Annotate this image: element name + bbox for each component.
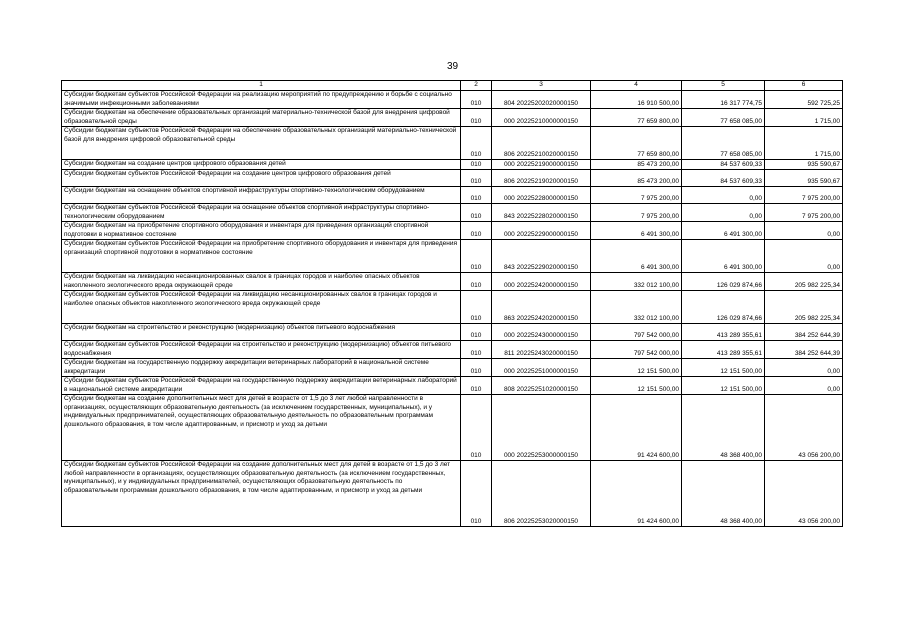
row-budget-code: 808 20225251020000150 xyxy=(492,377,591,395)
row-planned-amount: 6 491 300,00 xyxy=(591,240,682,273)
row-remaining-amount: 0,00 xyxy=(765,359,843,377)
row-planned-amount: 6 491 300,00 xyxy=(591,222,682,240)
table-row xyxy=(62,160,843,170)
row-remaining-amount: 0,00 xyxy=(765,240,843,273)
table-row xyxy=(62,461,843,527)
table-body xyxy=(62,81,843,527)
row-description: Субсидии бюджетам субъектов Российской Федерации на оснащение объектов спортивной инфраструктуры спортивно-технологическим оборудованием xyxy=(62,204,461,222)
row-admin-code: 010 xyxy=(461,222,492,240)
row-planned-amount: 797 542 000,00 xyxy=(591,341,682,359)
row-executed-amount: 16 317 774,75 xyxy=(682,91,765,109)
row-planned-amount: 797 542 000,00 xyxy=(591,324,682,341)
row-remaining-amount: 935 590,67 xyxy=(765,170,843,187)
row-description: Субсидии бюджетам субъектов Российской Федерации на обеспечение образовательных организаций материально-технической базой для внедрения цифровой образовательной среды xyxy=(62,127,461,160)
row-planned-amount: 332 012 100,00 xyxy=(591,273,682,291)
column-header-6: 6 xyxy=(765,81,843,91)
row-executed-amount: 0,00 xyxy=(682,204,765,222)
row-budget-code: 000 20225229000000150 xyxy=(492,222,591,240)
row-budget-code: 000 20225251000000150 xyxy=(492,359,591,377)
table-row xyxy=(62,204,843,222)
row-planned-amount: 91 424 600,00 xyxy=(591,395,682,461)
row-description: Субсидии бюджетам субъектов Российской Федерации на создание центров цифрового образования детей xyxy=(62,170,461,187)
row-executed-amount: 48 368 400,00 xyxy=(682,395,765,461)
page-number: 39 xyxy=(446,61,459,72)
column-header-3: 3 xyxy=(492,81,591,91)
row-description: Субсидии бюджетам субъектов Российской Федерации на государственную поддержку аккредитации ветеринарных лабораторий в национальной системе аккредитации xyxy=(62,377,461,395)
row-remaining-amount: 1 715,00 xyxy=(765,109,843,127)
row-description: Субсидии бюджетам на обеспечение образовательных организаций материально-технической базой для внедрения цифровой образовательной среды xyxy=(62,109,461,127)
row-executed-amount: 77 658 085,00 xyxy=(682,127,765,160)
row-budget-code: 000 20225243000000150 xyxy=(492,324,591,341)
row-executed-amount: 12 151 500,00 xyxy=(682,359,765,377)
row-admin-code: 010 xyxy=(461,170,492,187)
row-executed-amount: 84 537 609,33 xyxy=(682,170,765,187)
row-remaining-amount: 7 975 200,00 xyxy=(765,187,843,204)
row-admin-code: 010 xyxy=(461,160,492,170)
row-admin-code: 010 xyxy=(461,291,492,324)
row-planned-amount: 85 473 200,00 xyxy=(591,170,682,187)
row-admin-code: 010 xyxy=(461,109,492,127)
row-budget-code: 000 20225242000000150 xyxy=(492,273,591,291)
row-planned-amount: 7 975 200,00 xyxy=(591,204,682,222)
row-remaining-amount: 0,00 xyxy=(765,377,843,395)
row-admin-code: 010 xyxy=(461,273,492,291)
row-description: Субсидии бюджетам на приобретение спортивного оборудования и инвентаря для приведения организаций спортивной подготовки в нормативное состояние xyxy=(62,222,461,240)
row-description: Субсидии бюджетам субъектов Российской Федерации на приобретение спортивного оборудования и инвентаря для приведения организаций спортивной подготовки в нормативное состояние xyxy=(62,240,461,273)
row-planned-amount: 91 424 600,00 xyxy=(591,461,682,527)
table-row xyxy=(62,91,843,109)
row-executed-amount: 126 029 874,66 xyxy=(682,291,765,324)
row-budget-code: 806 20225219020000150 xyxy=(492,170,591,187)
column-header-2: 2 xyxy=(461,81,492,91)
row-remaining-amount: 43 056 200,00 xyxy=(765,461,843,527)
row-remaining-amount: 0,00 xyxy=(765,222,843,240)
row-executed-amount: 12 151 500,00 xyxy=(682,377,765,395)
table-row xyxy=(62,377,843,395)
row-remaining-amount: 43 056 200,00 xyxy=(765,395,843,461)
row-planned-amount: 85 473 200,00 xyxy=(591,160,682,170)
table-row xyxy=(62,170,843,187)
row-remaining-amount: 935 590,67 xyxy=(765,160,843,170)
row-executed-amount: 6 491 300,00 xyxy=(682,240,765,273)
row-executed-amount: 84 537 609,33 xyxy=(682,160,765,170)
row-planned-amount: 332 012 100,00 xyxy=(591,291,682,324)
row-executed-amount: 6 491 300,00 xyxy=(682,222,765,240)
row-description: Субсидии бюджетам на создание дополнительных мест для детей в возрасте от 1,5 до 3 лет любой направленности в организациях, осуществляющих образовательную деятельность (за исключением государственных, муниципальных), и у индивидуальных предпринимателей, осуществляющих образовательную деятельность по образовательным программам дошкольного образования, в том числе адаптированным, и присмотр и уход за детьми xyxy=(62,395,461,461)
table-row xyxy=(62,109,843,127)
table-row xyxy=(62,127,843,160)
column-header-1: 1 xyxy=(62,81,461,91)
row-budget-code: 843 20225228020000150 xyxy=(492,204,591,222)
row-remaining-amount: 592 725,25 xyxy=(765,91,843,109)
row-planned-amount: 77 659 800,00 xyxy=(591,127,682,160)
table-row xyxy=(62,359,843,377)
table-row xyxy=(62,291,843,324)
row-planned-amount: 77 659 800,00 xyxy=(591,109,682,127)
row-planned-amount: 12 151 500,00 xyxy=(591,359,682,377)
row-executed-amount: 77 658 085,00 xyxy=(682,109,765,127)
row-budget-code: 000 20225253000000150 xyxy=(492,395,591,461)
row-admin-code: 010 xyxy=(461,461,492,527)
row-description: Субсидии бюджетам субъектов Российской Федерации на реализацию мероприятий по предупреждению и борьбе с социально значимыми инфекционными заболеваниями xyxy=(62,91,461,109)
row-admin-code: 010 xyxy=(461,377,492,395)
column-header-5: 5 xyxy=(682,81,765,91)
table-row xyxy=(62,273,843,291)
row-description: Субсидии бюджетам субъектов Российской Федерации на ликвидацию несанкционированных свалок в границах городов и наиболее опасных объектов накопленного экологического вреда окружающей среде xyxy=(62,291,461,324)
row-remaining-amount: 384 252 644,39 xyxy=(765,341,843,359)
row-admin-code: 010 xyxy=(461,341,492,359)
row-budget-code: 804 20225202020000150 xyxy=(492,91,591,109)
row-admin-code: 010 xyxy=(461,187,492,204)
row-admin-code: 010 xyxy=(461,127,492,160)
row-remaining-amount: 1 715,00 xyxy=(765,127,843,160)
table-row xyxy=(62,395,843,461)
row-admin-code: 010 xyxy=(461,204,492,222)
row-executed-amount: 0,00 xyxy=(682,187,765,204)
table-row xyxy=(62,324,843,341)
table-header-row xyxy=(62,81,843,91)
table-row xyxy=(62,341,843,359)
row-budget-code: 000 20225228000000150 xyxy=(492,187,591,204)
row-budget-code: 863 20225242020000150 xyxy=(492,291,591,324)
row-remaining-amount: 7 975 200,00 xyxy=(765,204,843,222)
row-description: Субсидии бюджетам на оснащение объектов спортивной инфраструктуры спортивно-технологическим оборудованием xyxy=(62,187,461,204)
table-row xyxy=(62,222,843,240)
row-description: Субсидии бюджетам субъектов Российской Федерации на строительство и реконструкцию (модернизацию) объектов питьевого водоснабжения xyxy=(62,341,461,359)
row-executed-amount: 413 289 355,61 xyxy=(682,324,765,341)
row-planned-amount: 12 151 500,00 xyxy=(591,377,682,395)
row-admin-code: 010 xyxy=(461,359,492,377)
row-budget-code: 000 20225219000000150 xyxy=(492,160,591,170)
row-admin-code: 010 xyxy=(461,324,492,341)
row-executed-amount: 413 289 355,61 xyxy=(682,341,765,359)
row-description: Субсидии бюджетам на создание центров цифрового образования детей xyxy=(62,160,461,170)
row-description: Субсидии бюджетам на строительство и реконструкцию (модернизацию) объектов питьевого водоснабжения xyxy=(62,324,461,341)
table-row xyxy=(62,240,843,273)
row-description: Субсидии бюджетам на государственную поддержку аккредитации ветеринарных лабораторий в национальной системе аккредитации xyxy=(62,359,461,377)
row-budget-code: 806 20225253020000150 xyxy=(492,461,591,527)
row-remaining-amount: 384 252 644,39 xyxy=(765,324,843,341)
row-admin-code: 010 xyxy=(461,91,492,109)
row-remaining-amount: 205 982 225,34 xyxy=(765,291,843,324)
row-admin-code: 010 xyxy=(461,395,492,461)
row-executed-amount: 48 368 400,00 xyxy=(682,461,765,527)
column-header-4: 4 xyxy=(591,81,682,91)
row-description: Субсидии бюджетам субъектов Российской Федерации на создание дополнительных мест для детей в возрасте от 1,5 до 3 лет любой направленности в организациях, осуществляющих образовательную деятельность (за исключением государственных, муниципальных), и у индивидуальных предпринимателей, осуществляющих образовательную деятельность по образовательным программам дошкольного образования, в том числе адаптированным, и присмотр и уход за детьми xyxy=(62,461,461,527)
row-description: Субсидии бюджетам на ликвидацию несанкционированных свалок в границах городов и наиболее опасных объектов накопленного экологического вреда окружающей среде xyxy=(62,273,461,291)
row-budget-code: 000 20225210000000150 xyxy=(492,109,591,127)
row-planned-amount: 7 975 200,00 xyxy=(591,187,682,204)
row-planned-amount: 16 910 500,00 xyxy=(591,91,682,109)
row-remaining-amount: 205 982 225,34 xyxy=(765,273,843,291)
row-budget-code: 806 20225210020000150 xyxy=(492,127,591,160)
row-budget-code: 811 20225243020000150 xyxy=(492,341,591,359)
budget-table xyxy=(61,80,843,527)
row-executed-amount: 126 029 874,66 xyxy=(682,273,765,291)
row-admin-code: 010 xyxy=(461,240,492,273)
table-row xyxy=(62,187,843,204)
row-budget-code: 843 20225229020000150 xyxy=(492,240,591,273)
